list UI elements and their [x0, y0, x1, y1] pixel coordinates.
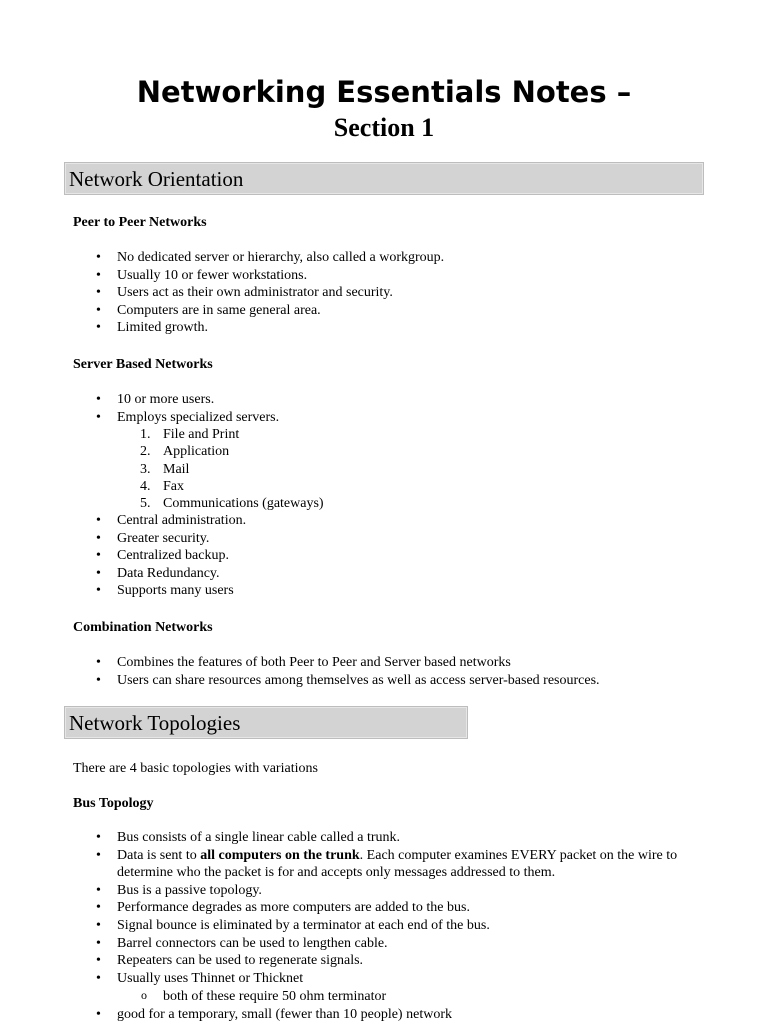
list-item: • No dedicated server or hierarchy, also called a workgroup. [96, 249, 444, 267]
numbered-item [140, 443, 324, 460]
server-based-heading: Server Based Networks [73, 357, 213, 372]
list-item: • 10 or more users. [96, 391, 279, 409]
list-item: • Computers are in same general area. [96, 302, 444, 320]
list-item: • Data Redundancy. [96, 565, 246, 583]
bold-text: all computers on the trunk [200, 847, 360, 863]
server-based-list [96, 391, 279, 426]
item-number: 3. [140, 461, 151, 477]
list-item: • Centralized backup. [96, 547, 246, 565]
combination-heading: Combination Networks [73, 620, 213, 635]
list-item: • good for a temporary, small (fewer than 10 people) network [96, 1006, 452, 1024]
list-item: • Signal bounce is eliminated by a terminator at each end of the bus. [96, 917, 696, 935]
item-label: Application [163, 444, 230, 460]
list-item: • Greater security. [96, 530, 246, 548]
specialized-servers-list [140, 426, 324, 512]
section-heading-text: Network Orientation [69, 167, 244, 191]
list-item: • Users can share resources among themselves as well as access server-based resources. [96, 672, 600, 690]
list-item: o both of these require 50 ohm terminator [141, 988, 386, 1006]
server-based-list-continued [96, 512, 246, 600]
bus-topology-list-continued [96, 1006, 452, 1024]
numbered-item [140, 478, 324, 495]
text-run: Data is sent to [117, 847, 201, 863]
text-run: . Each computer examines EVERY packet on the wire to determine who the packet is for and accepts only messages addressed to them. [117, 847, 678, 881]
list-item: • Bus is a passive topology. [96, 882, 696, 900]
item-number: 1. [140, 427, 151, 442]
list-item: • Usually 10 or fewer workstations. [96, 267, 444, 285]
list-item: • Central administration. [96, 512, 246, 530]
document-subtitle: Section 1 [333, 113, 435, 142]
numbered-item [140, 426, 324, 443]
item-label: Communications (gateways) [163, 496, 324, 512]
section-header-network-topologies [64, 706, 468, 739]
list-item: • Users act as their own administrator and security. [96, 284, 444, 302]
item-label: Mail [163, 461, 190, 477]
section-header-network-orientation [64, 162, 704, 195]
list-item: • Barrel connectors can be used to lengthen cable. [96, 935, 696, 953]
item-label: File and Print [163, 427, 240, 442]
item-label: Fax [163, 478, 184, 494]
document-title: Networking Essentials Notes – [136, 75, 632, 109]
item-number: 2. [140, 444, 151, 460]
list-item: • Supports many users [96, 582, 246, 600]
list-item: • Usually uses Thinnet or Thicknet [96, 970, 696, 988]
combination-list [96, 654, 600, 689]
list-item: • Performance degrades as more computers are added to the bus. [96, 899, 696, 917]
topologies-intro: There are 4 basic topologies with variations [73, 761, 318, 776]
list-item: • Limited growth. [96, 319, 444, 337]
peer-to-peer-heading: Peer to Peer Networks [73, 215, 207, 230]
bus-topology-heading: Bus Topology [73, 796, 154, 811]
list-item: • Bus consists of a single linear cable called a trunk. [96, 829, 696, 847]
bus-topology-list [96, 829, 696, 987]
list-item: • Employs specialized servers. [96, 409, 279, 427]
section-heading-text: Network Topologies [69, 711, 241, 735]
list-item [96, 847, 696, 882]
item-number: 4. [140, 478, 151, 494]
peer-to-peer-list [96, 249, 444, 337]
numbered-item [140, 461, 324, 478]
list-item: • Repeaters can be used to regenerate signals. [96, 952, 696, 970]
bus-sub-list [141, 988, 386, 1006]
numbered-item [140, 495, 324, 512]
item-number: 5. [140, 496, 151, 512]
list-item: • Combines the features of both Peer to Peer and Server based networks [96, 654, 600, 672]
